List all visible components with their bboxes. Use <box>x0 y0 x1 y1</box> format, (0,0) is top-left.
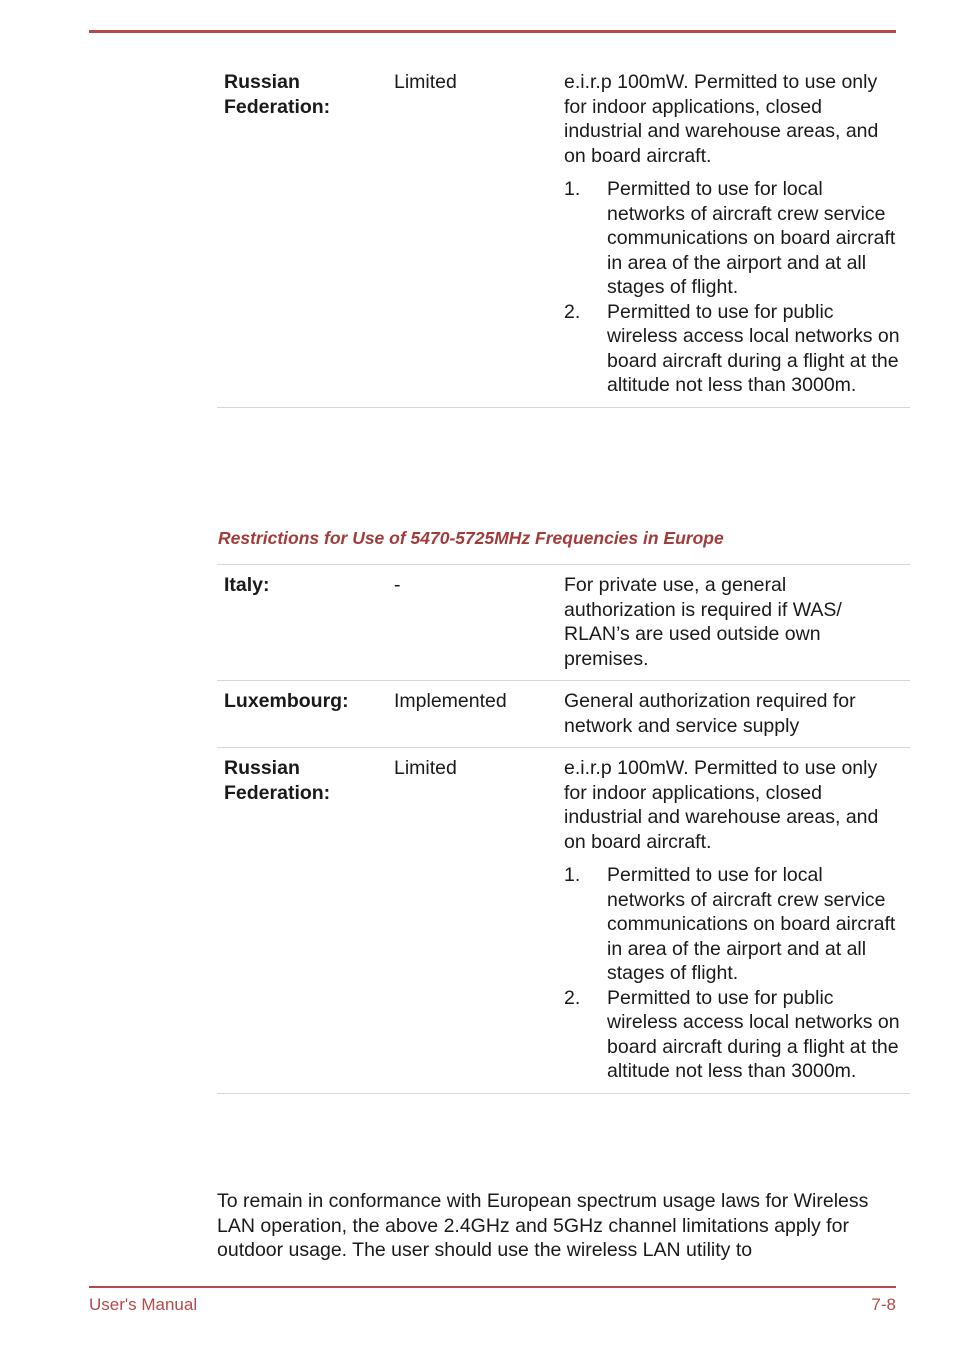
list-item <box>564 300 903 398</box>
note-cell: General authorization required for network and service supply <box>564 690 856 737</box>
status-cell: Limited <box>394 757 457 779</box>
country-cell: Italy: <box>224 574 270 596</box>
note-cell <box>557 748 910 1094</box>
page-number: 7-8 <box>871 1295 896 1314</box>
status-cell: Limited <box>394 71 457 93</box>
list-number: 1. <box>564 864 581 886</box>
footer-rule <box>89 1286 896 1288</box>
section-heading: Restrictions for Use of 5470-5725MHz Frequencies in Europe <box>218 528 724 548</box>
status-cell: - <box>394 574 401 596</box>
header-rule <box>89 30 896 33</box>
list-text: Permitted to use for public wireless access local networks on board aircraft during a flight at the altitude not less than 3000m. <box>607 300 900 396</box>
list-item <box>564 986 903 1084</box>
footer-title: User's Manual <box>89 1295 198 1314</box>
status-cell: Implemented <box>394 690 507 712</box>
regulation-table-5470-5725 <box>217 564 910 1094</box>
table-row <box>217 62 910 407</box>
numbered-list <box>564 863 903 1084</box>
note-cell <box>557 62 910 407</box>
list-text: Permitted to use for local networks of aircraft crew service communications on board aircraft in area of the airport and at all stages of flight. <box>607 864 896 984</box>
country-cell: Russian Federation: <box>224 71 331 118</box>
list-number: 2. <box>564 986 581 1009</box>
country-cell: Luxembourg: <box>224 690 349 712</box>
list-item <box>564 863 903 986</box>
note-text: e.i.r.p 100mW. Permitted to use only for indoor applications, closed industrial and warehouse areas, and on board aircraft. <box>564 757 879 853</box>
list-item <box>564 177 903 300</box>
note-text: e.i.r.p 100mW. Permitted to use only for indoor applications, closed industrial and warehouse areas, and on board aircraft. <box>564 71 879 167</box>
list-text: Permitted to use for public wireless access local networks on board aircraft during a flight at the altitude not less than 3000m. <box>607 986 900 1082</box>
table-row <box>217 748 910 1094</box>
list-number: 2. <box>564 300 581 323</box>
numbered-list <box>564 177 903 398</box>
table-row <box>217 681 910 748</box>
list-text: Permitted to use for local networks of aircraft crew service communications on board aircraft in area of the airport and at all stages of flight. <box>607 178 896 298</box>
list-number: 1. <box>564 178 581 200</box>
country-cell: Russian Federation: <box>224 757 331 804</box>
table-row <box>217 565 910 681</box>
regulation-table-continued <box>217 62 910 408</box>
body-paragraph: To remain in conformance with European spectrum usage laws for Wireless LAN operation, the above 2.4GHz and 5GHz channel limitations apply for outdoor usage. The user should use the wireless LAN utility to <box>217 1190 869 1261</box>
note-cell: For private use, a general authorization is required if WAS/ RLAN’s are used outside own premises. <box>564 574 842 670</box>
